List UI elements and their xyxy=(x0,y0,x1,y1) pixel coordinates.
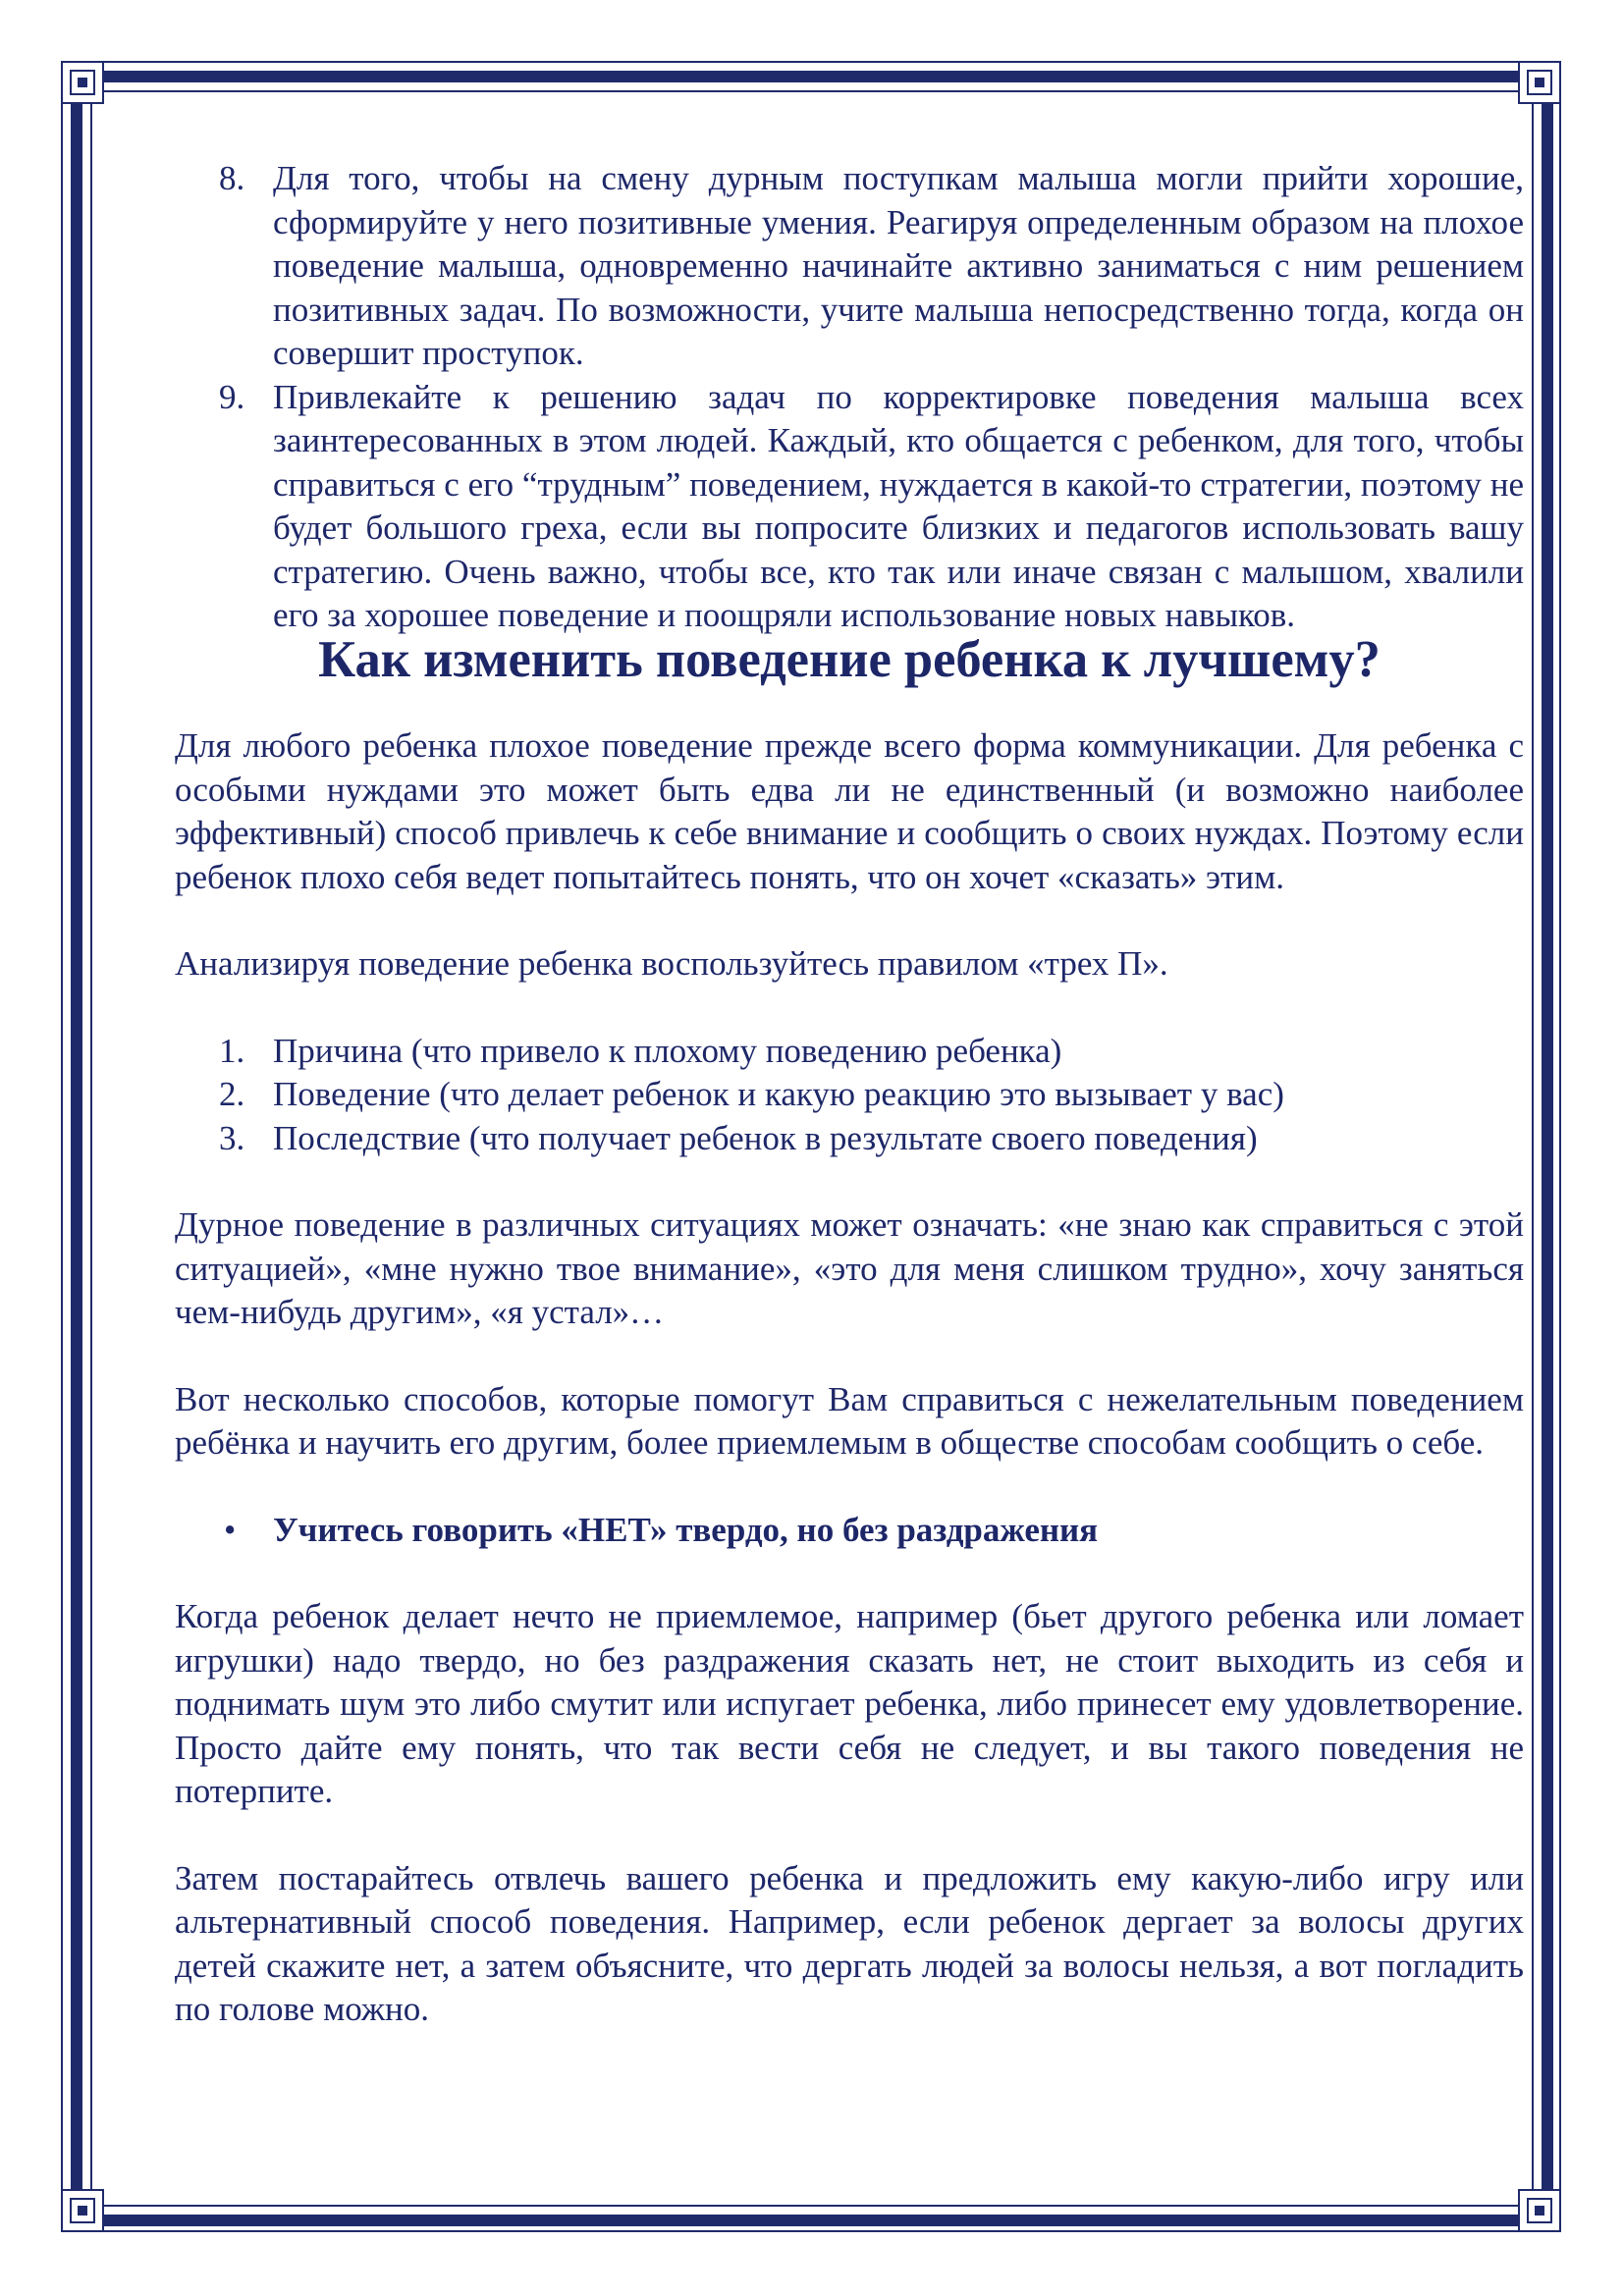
list-item xyxy=(175,376,1524,638)
corner-ornament-bottom-right xyxy=(1518,2189,1561,2232)
list-item-text: Привлекайте к решению задач по корректировке поведения малыша всех заинтересованных в этом людей. Каждый, кто общается с ребенком, для того, чтобы справиться с его “трудным” поведением, нуждается в какой-то стратегии, поэтому не будет большого греха, если вы попросите близких и педагогов использовать вашу стратегию. Очень важно, чтобы все, кто так или иначе связан с малышом, хвалили его за хорошее поведение и поощряли использование новых навыков. xyxy=(273,377,1524,634)
list-item-text: Для того, чтобы на смену дурным поступкам малыша могли прийти хорошие, сформируйте у него позитивные умения. Реагируя определенным образом на плохое поведение малыша, одновременно начинайте активно заниматься с ним решением позитивных задач. По возможности, учите малыша непосредственно тогда, когда он совершит проступок. xyxy=(273,159,1524,372)
list-number: 9. xyxy=(219,377,245,416)
list-item xyxy=(175,1117,1524,1161)
corner-ornament-top-left xyxy=(61,61,104,104)
list-item xyxy=(175,1030,1524,1074)
list-number: 2. xyxy=(219,1075,245,1113)
list-item xyxy=(175,157,1524,376)
list-number: 8. xyxy=(219,159,245,197)
list-item-text: Последствие (что получает ребенок в результате своего поведения) xyxy=(273,1118,1258,1157)
bullet-marker: • xyxy=(224,1510,237,1549)
corner-ornament-bottom-left xyxy=(61,2189,104,2232)
bullet-item xyxy=(175,1509,1524,1553)
three-p-rules-list xyxy=(175,1030,1524,1161)
bullet-text: Учитесь говорить «НЕТ» твердо, но без раздражения xyxy=(273,1510,1099,1549)
advice-list xyxy=(175,157,1524,638)
list-item-text: Причина (что привело к плохому поведению ребенка) xyxy=(273,1031,1062,1070)
corner-ornament-top-right xyxy=(1518,61,1561,104)
paragraph: Анализируя поведение ребенка воспользуйтесь правилом «трех П». xyxy=(175,944,1168,983)
list-number: 1. xyxy=(219,1031,245,1070)
bullet-list xyxy=(175,1509,1524,1553)
paragraph: Вот несколько способов, которые помогут Вам справиться с нежелательным поведением ребёнка и научить его другим, более приемлемым в обществе способам сообщить о себе. xyxy=(175,1379,1524,1462)
list-item-text: Поведение (что делает ребенок и какую реакцию это вызывает у вас) xyxy=(273,1075,1284,1113)
paragraph: Когда ребенок делает нечто не приемлемое, например (бьет другого ребенка или ломает игрушки) надо твердо, но без раздражения сказать нет, не стоит выходить из себя и поднимать шум это либо смутит или испугает ребенка, либо принесет ему удовлетворение. Просто дайте ему понять, что так вести себя не следует, и вы такого поведения не потерпите. xyxy=(175,1597,1524,1810)
list-item xyxy=(175,1073,1524,1117)
list-number: 3. xyxy=(219,1118,245,1157)
document-body xyxy=(175,157,1524,2032)
section-heading: Как изменить поведение ребенка к лучшему? xyxy=(318,630,1380,688)
paragraph: Дурное поведение в различных ситуациях может означать: «не знаю как справиться с этой ситуацией», «мне нужно твое внимание», «это для меня слишком трудно», хочу заняться чем-нибудь другим», «я устал»… xyxy=(175,1205,1524,1331)
paragraph: Для любого ребенка плохое поведение прежде всего форма коммуникации. Для ребенка с особыми нуждами это может быть едва ли не единственный (и возможно наиболее эффективный) способ привлечь к себе внимание и сообщить о своих нуждах. Поэтому если ребенок плохо себя ведет попытайтесь понять, что он хочет «сказать» этим. xyxy=(175,726,1524,896)
paragraph: Затем постарайтесь отвлечь вашего ребенка и предложить ему какую-либо игру или альтернативный способ поведения. Например, если ребенок дергает за волосы других детей скажите нет, а затем объясните, что дергать людей за волосы нельзя, а вот погладить по голове можно. xyxy=(175,1858,1524,2028)
